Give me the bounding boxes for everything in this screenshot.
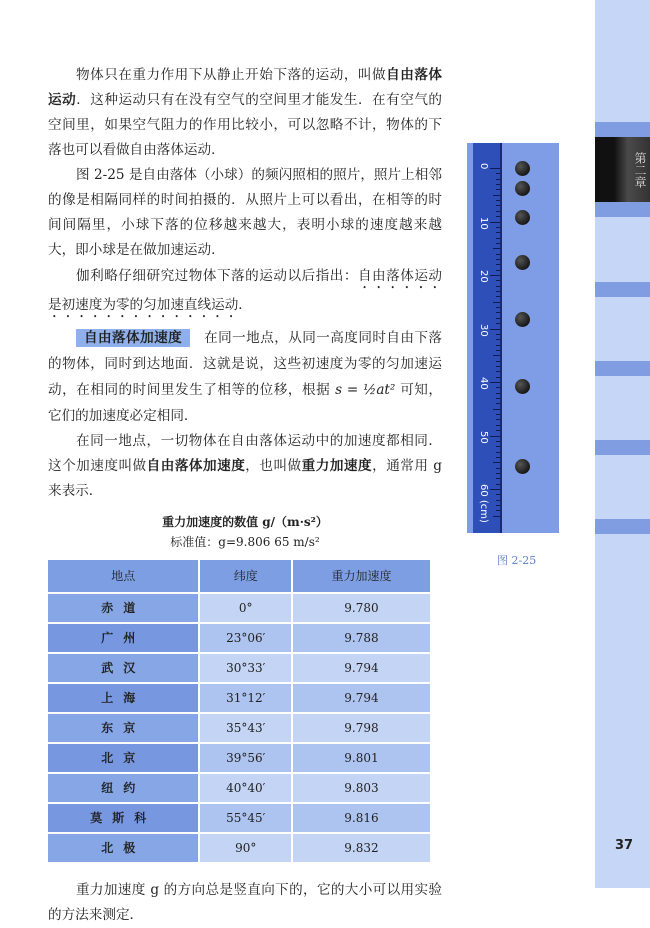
table-subtitle: 标准值：g=9.806 65 m/s² (170, 535, 320, 549)
ruler-tick (496, 312, 500, 313)
cell-latitude: 30°33′ (199, 653, 292, 683)
text: 可知，它们的加速度必定相同． (48, 382, 443, 424)
cell-latitude: 35°43′ (199, 713, 292, 743)
ruler-tick (496, 350, 500, 351)
text: ，也叫做 (245, 458, 302, 474)
section-heading: 自由落体加速度 (76, 329, 190, 347)
text: 在同一地点，从同一高度同时自由下落的物体，同时到达地面．这就是说，这些初速度为零的匀加速运动，在相同的时间里发生了相等的位移，根据 (48, 330, 443, 398)
ruler-tick (496, 494, 500, 495)
table-row (47, 593, 431, 623)
page-number: 37 (615, 838, 634, 853)
ruler-tick (496, 419, 500, 420)
table-row (47, 743, 431, 773)
cell-latitude: 40°40′ (199, 773, 292, 803)
ruler-tick (496, 205, 500, 206)
ruler-tick (496, 232, 500, 233)
ruler-tick (496, 291, 500, 292)
paragraph-free-fall-acceleration (48, 325, 442, 429)
ruler-tick (496, 280, 500, 281)
cell-location: 武汉 (47, 653, 199, 683)
ruler-tick (496, 393, 500, 394)
ruler-tick (496, 243, 500, 244)
ruler-tick (496, 510, 500, 511)
text: 伽利略仔细研究过物体下落的运动以后指出： (76, 268, 358, 284)
cell-gravity: 9.816 (292, 803, 431, 833)
table-row (47, 803, 431, 833)
emphasized-conclusion: 自由落体运动是初速度为零的匀加速直线运动． (48, 268, 443, 313)
cell-latitude: 55°45′ (199, 803, 292, 833)
ruler-tick (496, 323, 500, 324)
paragraph-free-fall-definition (48, 63, 442, 163)
cell-gravity: 9.780 (292, 593, 431, 623)
ruler-label: 10 (478, 216, 489, 230)
ruler-tick (490, 168, 500, 169)
ruler-tick (496, 387, 500, 388)
margin-band (595, 122, 650, 137)
ruler-tick (496, 361, 500, 362)
table-row (47, 653, 431, 683)
cell-location: 北京 (47, 743, 199, 773)
ruler-tick (496, 484, 500, 485)
cell-gravity: 9.803 (292, 773, 431, 803)
ruler-tick (496, 398, 500, 399)
text: ，通常用 g 来表示． (48, 458, 443, 499)
ruler-label: 30 (478, 323, 489, 337)
strobe-photo-figure (467, 143, 559, 533)
ruler-tick (493, 409, 500, 410)
margin-band (595, 361, 650, 376)
header-latitude: 纬度 (199, 559, 292, 593)
ruler-tick (496, 238, 500, 239)
ruler-tick (493, 516, 500, 517)
ruler-tick (496, 254, 500, 255)
ruler-tick (490, 222, 500, 223)
ruler-tick (496, 425, 500, 426)
ruler-tick (496, 339, 500, 340)
ruler-tick (496, 227, 500, 228)
ruler-label: 20 (478, 270, 489, 283)
margin-band (595, 202, 650, 217)
cell-latitude: 23°06′ (199, 623, 292, 653)
paragraph-direction: 重力加速度 g 的方向总是竖直向下的，它的大小可以用实验的方法来测定． (48, 882, 442, 923)
ruler-tick (496, 200, 500, 201)
cell-gravity: 9.798 (292, 713, 431, 743)
margin-band (595, 519, 650, 534)
ruler-tick (496, 403, 500, 404)
ruler-tick (490, 489, 500, 490)
ruler-tick (496, 259, 500, 260)
ruler-label: 60 (cm) (478, 484, 489, 523)
ruler-label: 0 (478, 163, 489, 170)
ruler-tick (496, 377, 500, 378)
ruler-tick (493, 195, 500, 196)
cell-latitude: 0° (199, 593, 292, 623)
cell-latitude: 31°12′ (199, 683, 292, 713)
ruler-label: 40 (478, 377, 489, 390)
header-location: 地点 (47, 559, 199, 593)
chapter-tab[interactable]: 第二章 (595, 137, 650, 202)
ball-image (515, 255, 530, 270)
ball-image (515, 161, 530, 176)
cell-location: 赤道 (47, 593, 199, 623)
ruler-tick (490, 329, 500, 330)
ruler-tick (496, 211, 500, 212)
text: 物体只在重力作用下从静止开始下落的运动，叫做 (76, 67, 387, 83)
table-row (47, 833, 431, 863)
margin-band (595, 440, 650, 455)
ruler-tick (496, 184, 500, 185)
ruler-tick (496, 505, 500, 506)
cell-location: 莫斯科 (47, 803, 199, 833)
cell-location: 北极 (47, 833, 199, 863)
ruler-tick (496, 430, 500, 431)
table-row (47, 623, 431, 653)
ruler-tick (496, 179, 500, 180)
ruler-tick (496, 264, 500, 265)
ruler-tick (496, 452, 500, 453)
text: 在同一地点，一切物体在自由落体运动中的加速度都相同．这个加速度叫做 (48, 433, 442, 474)
table-header-row (47, 559, 431, 593)
ruler-tick (496, 366, 500, 367)
cell-location: 广州 (47, 623, 199, 653)
ball-image (515, 379, 530, 394)
ruler-tick (496, 446, 500, 447)
text: ．这种运动只有在没有空气的空间里才能发生．在有空气的空间里，如果空气阻力的作用比较小，可以忽略不计，物体的下落也可以看做自由落体运动． (48, 92, 443, 158)
ruler-tick (490, 436, 500, 437)
gravity-table (46, 558, 432, 864)
ruler-tick (496, 216, 500, 217)
cell-latitude: 90° (199, 833, 292, 863)
ruler-tick (496, 441, 500, 442)
ruler-tick (496, 371, 500, 372)
table-row (47, 773, 431, 803)
margin-band (595, 282, 650, 297)
ruler-tick (496, 473, 500, 474)
ball-image (515, 312, 530, 327)
header-gravity: 重力加速度 (292, 559, 431, 593)
ruler-label: 50 (478, 430, 489, 444)
ruler-tick (496, 270, 500, 271)
term-free-fall: 自由落体运动 (48, 67, 443, 108)
ruler-tick (496, 478, 500, 479)
ball-image (515, 459, 530, 474)
cell-latitude: 39°56′ (199, 743, 292, 773)
ball-image (515, 181, 530, 196)
ruler-tick (493, 462, 500, 463)
ruler-tick (493, 355, 500, 356)
cell-gravity: 9.832 (292, 833, 431, 863)
ruler-tick (496, 414, 500, 415)
ruler-tick (496, 468, 500, 469)
table-title: 重力加速度的数值 g/（m·s²） (162, 515, 328, 529)
cell-location: 纽约 (47, 773, 199, 803)
term: 自由落体加速度 (146, 458, 246, 474)
ruler-tick (496, 345, 500, 346)
ruler-tick (496, 318, 500, 319)
ruler-tick (493, 248, 500, 249)
cell-gravity: 9.788 (292, 623, 431, 653)
ruler-tick (496, 334, 500, 335)
table-row (47, 713, 431, 743)
ruler-tick (496, 286, 500, 287)
ruler-tick (496, 296, 500, 297)
cell-location: 上海 (47, 683, 199, 713)
ruler (473, 143, 502, 533)
paragraph-gravity-acceleration (48, 429, 442, 504)
cell-gravity: 9.794 (292, 653, 431, 683)
figure-caption: 图 2-25 (497, 554, 537, 567)
ruler-tick (493, 302, 500, 303)
paragraph-figure-description: 图 2-25 是自由落体（小球）的频闪照相的照片，照片上相邻的像是相隔同样的时间拍摄的．从照片上可以看出，在相等的时间间隔里，小球下落的位移越来越大，表明小球的速度越来越大，即小球是在做加速运动． (48, 167, 442, 258)
ruler-tick (496, 307, 500, 308)
cell-gravity: 9.794 (292, 683, 431, 713)
ruler-tick (490, 382, 500, 383)
ruler-tick (496, 189, 500, 190)
formula: s = ½at² (335, 382, 396, 398)
term: 重力加速度 (301, 458, 373, 474)
cell-location: 东京 (47, 713, 199, 743)
ruler-tick (496, 457, 500, 458)
ruler-tick (496, 173, 500, 174)
ball-image (515, 210, 530, 225)
cell-gravity: 9.801 (292, 743, 431, 773)
table-row (47, 683, 431, 713)
ruler-tick (496, 500, 500, 501)
ruler-tick (490, 275, 500, 276)
main-text-column (48, 63, 442, 928)
paragraph-galileo (48, 263, 442, 321)
